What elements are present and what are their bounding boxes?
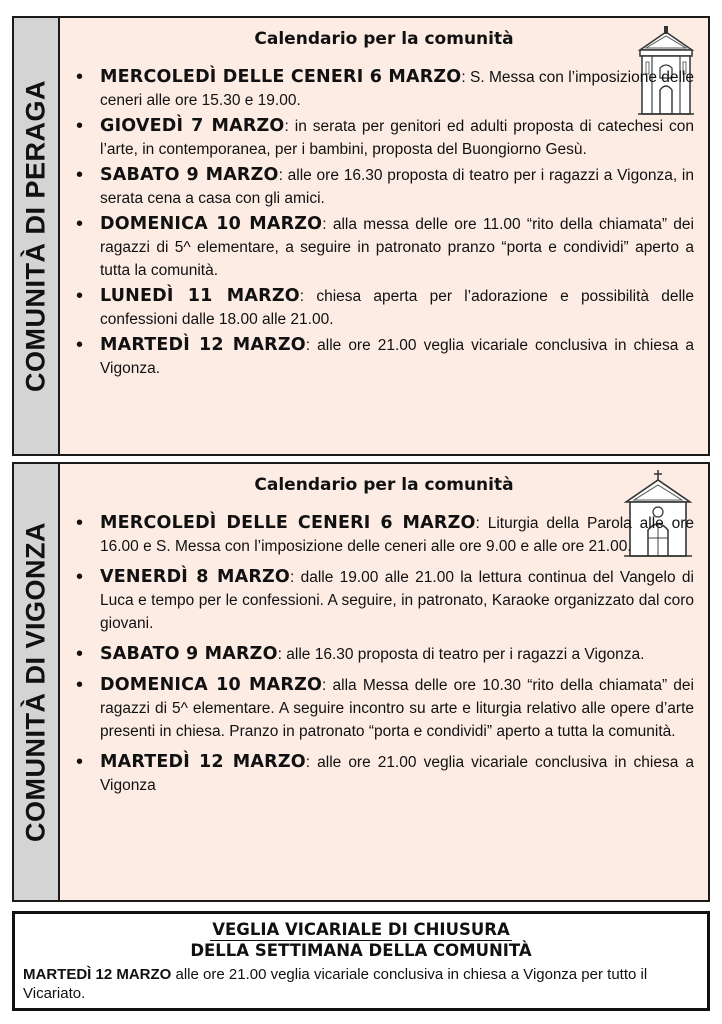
closing-vigil-box <box>12 911 710 1011</box>
list-item: • DOMENICA 10 MARZO: alla messa delle ore 11.00 “rito della chiamata” dei ragazzi di 5^ elementare, a seguire in patronato pranzo “porta e condividi” aperto a tutta la comunità. <box>74 213 694 282</box>
vigonza-side-band <box>14 464 60 900</box>
peraga-section <box>12 16 710 456</box>
list-item: • MARTEDÌ 12 MARZO: alle ore 21.00 veglia vicariale conclusiva in chiesa a Vigonza <box>74 751 694 797</box>
peraga-content <box>60 18 708 454</box>
vigonza-event-list <box>74 512 694 805</box>
peraga-calendar-title: Calendario per la comunità <box>254 29 514 49</box>
list-item: • MERCOLEDÌ DELLE CENERI 6 MARZO: Liturgia della Parola alle ore 16.00 e S. Messa con l’imposizione delle ceneri alle ore 9.00 e alle ore 21.00. <box>74 512 694 558</box>
list-item: • GIOVEDÌ 7 MARZO: in serata per genitori ed adulti proposta di catechesi con l’arte, in contemporanea, per i bambini, proposta del Buongiorno Gesù. <box>74 115 694 161</box>
peraga-event-list <box>74 66 694 383</box>
closing-title-line2: DELLA SETTIMANA DELLA COMUNITÀ <box>190 941 532 960</box>
list-item: • LUNEDÌ 11 MARZO: chiesa aperta per l’adorazione e possibilità delle confessioni dalle 18.00 alle 21.00. <box>74 285 694 331</box>
list-item: • SABATO 9 MARZO: alle ore 16.30 proposta di teatro per i ragazzi a Vigonza, in serata cena a casa con gli amici. <box>74 164 694 210</box>
closing-day: MARTEDÌ 12 MARZO <box>23 966 172 983</box>
peraga-band-label: COMUNITÀ DI PERAGA <box>20 80 51 392</box>
list-item: • MERCOLEDÌ DELLE CENERI 6 MARZO: S. Messa con l’imposizione delle ceneri alle ore 15.30 e 19.00. <box>74 66 694 112</box>
vigonza-band-label: COMUNITÀ DI VIGONZA <box>20 522 51 842</box>
closing-title <box>15 920 707 961</box>
peraga-side-band <box>14 18 60 454</box>
vigonza-content <box>60 464 708 900</box>
vigonza-section <box>12 462 710 902</box>
list-item: • VENERDÌ 8 MARZO: dalle 19.00 alle 21.00 la lettura continua del Vangelo di Luca e tempo per le confessioni. A seguire, in patronato, Karaoke organizzato dal coro giovani. <box>74 566 694 635</box>
closing-title-line1: VEGLIA VICARIALE DI CHIUSURA <box>212 920 510 939</box>
list-item: • SABATO 9 MARZO: alle 16.30 proposta di teatro per i ragazzi a Vigonza. <box>74 643 694 666</box>
vigonza-calendar-title: Calendario per la comunità <box>254 475 514 495</box>
list-item: • DOMENICA 10 MARZO: alla Messa delle ore 10.30 “rito della chiamata” dei ragazzi di 5^ elementare. A seguire incontro su arte e liturgia relativo alle opere d’arte presenti in chiesa. Pranzo in patronato “porta e condividi” aperto a tutta la comunità. <box>74 674 694 743</box>
closing-text: MARTEDÌ 12 MARZO alle ore 21.00 veglia vicariale conclusiva in chiesa a Vigonza per tutto il Vicariato. <box>23 966 648 1002</box>
list-item: • MARTEDÌ 12 MARZO: alle ore 21.00 veglia vicariale conclusiva in chiesa a Vigonza. <box>74 334 694 380</box>
